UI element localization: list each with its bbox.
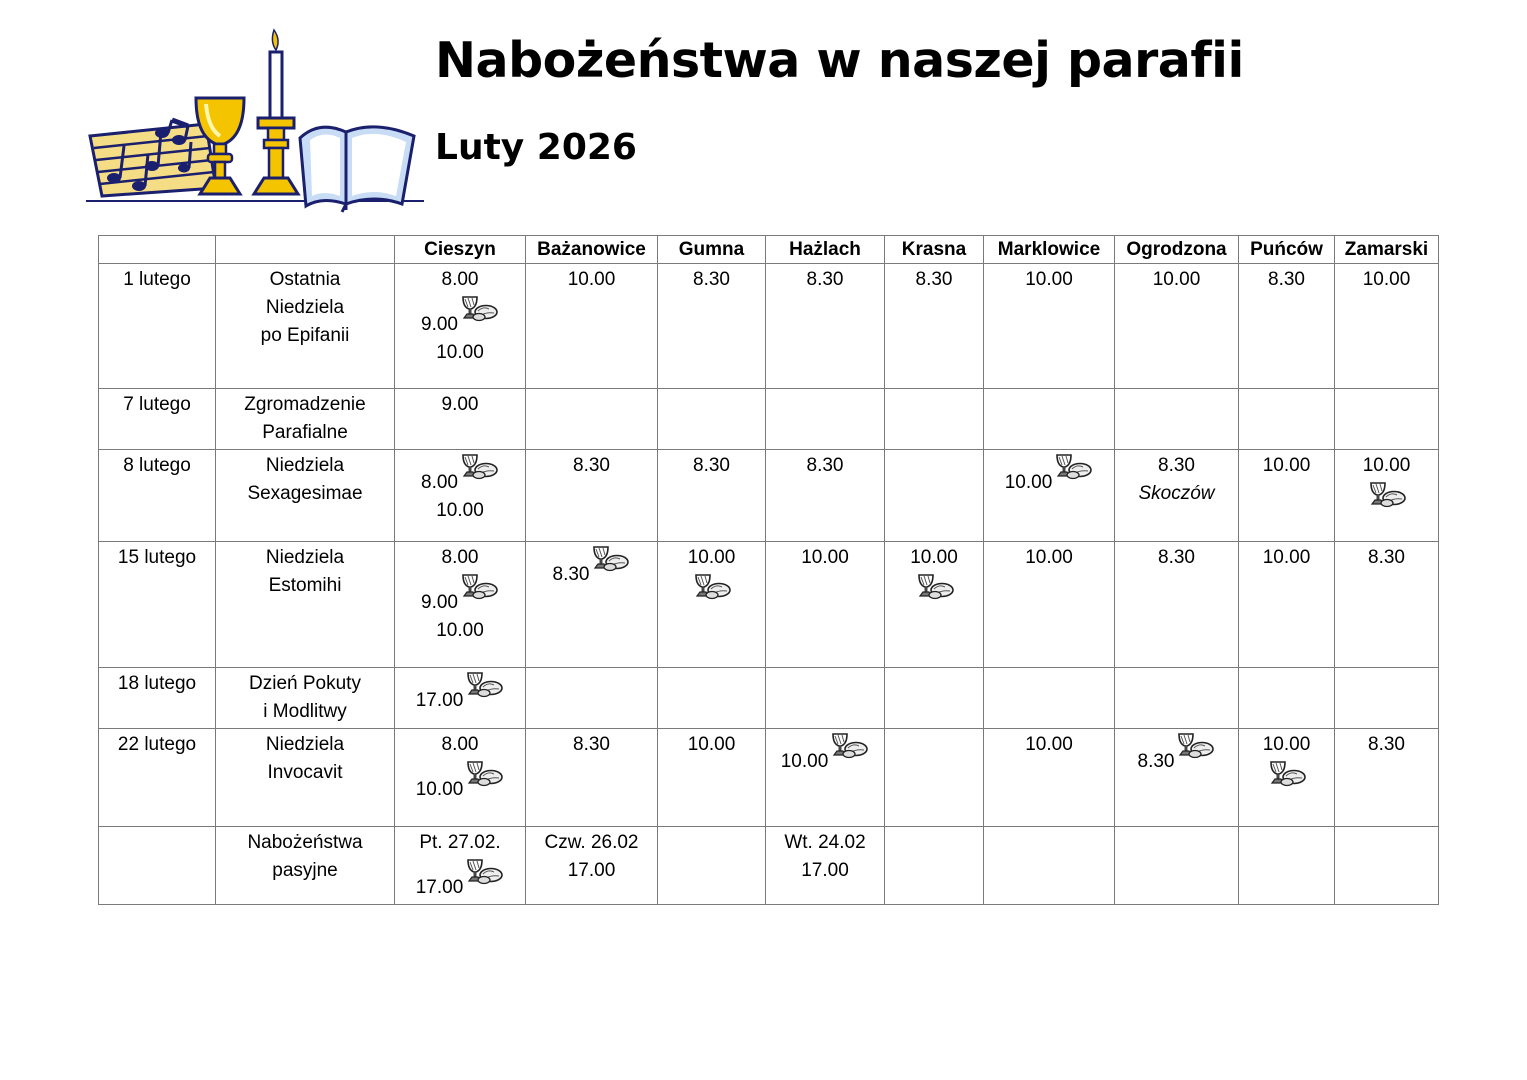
- service-time: [769, 544, 881, 572]
- service-time: [529, 731, 654, 759]
- table-row: [99, 389, 1439, 450]
- communion-icon: [829, 731, 869, 759]
- time-cell: [395, 668, 526, 729]
- time-cell: [395, 729, 526, 827]
- time-cell: [658, 542, 766, 668]
- time-text: 17.00: [415, 877, 464, 898]
- service-name-cell: [216, 668, 395, 729]
- time-cell: [1115, 450, 1239, 542]
- service-name-line: Parafialne: [262, 422, 348, 443]
- date-cell: 1 lutego: [99, 264, 216, 389]
- time-text: 8.00: [441, 734, 479, 755]
- time-cell: [1335, 729, 1439, 827]
- time-text: 10.00: [1262, 547, 1311, 568]
- service-time: [1338, 452, 1435, 480]
- service-name-line: Dzień Pokuty: [249, 673, 361, 694]
- time-text: 8.30: [1368, 734, 1405, 755]
- communion-icon: [1053, 452, 1093, 480]
- time-cell: [1335, 264, 1439, 389]
- column-header: Hażlach: [766, 236, 885, 264]
- column-header: Cieszyn: [395, 236, 526, 264]
- service-name-cell: [216, 542, 395, 668]
- page-title: Nabożeństwa w naszej parafii: [435, 32, 1244, 89]
- service-name-line: i Modlitwy: [263, 701, 347, 722]
- communion-icon: [464, 857, 504, 885]
- time-text: 8.00: [441, 547, 479, 568]
- time-cell: [885, 264, 984, 389]
- time-cell: [885, 450, 984, 542]
- time-cell: [1335, 450, 1439, 542]
- communion-icon: [464, 759, 504, 787]
- time-text: 10.00: [687, 547, 736, 568]
- service-time: [769, 452, 881, 480]
- time-cell: [984, 729, 1115, 827]
- service-name-line: Niedziela: [265, 297, 345, 318]
- time-cell: [885, 729, 984, 827]
- time-text: 8.30: [693, 269, 730, 290]
- time-cell: [984, 668, 1115, 729]
- time-cell: [1239, 264, 1335, 389]
- service-time: [1242, 759, 1331, 804]
- service-time: [398, 266, 522, 294]
- service-time: [1338, 480, 1435, 525]
- date-cell: 7 lutego: [99, 389, 216, 450]
- service-name-cell: [216, 264, 395, 389]
- service-time: [398, 572, 522, 617]
- service-time: [888, 544, 980, 572]
- column-header: Bażanowice: [526, 236, 658, 264]
- communion-icon: [459, 294, 499, 322]
- service-time: [1338, 266, 1435, 294]
- table-row: [99, 450, 1439, 542]
- column-header: Gumna: [658, 236, 766, 264]
- time-text: 10.00: [687, 734, 736, 755]
- time-text: 8.00: [421, 472, 458, 493]
- time-cell: [1115, 389, 1239, 450]
- time-text: 10.00: [780, 751, 829, 772]
- column-header: Marklowice: [984, 236, 1115, 264]
- table-row: [99, 264, 1439, 389]
- service-time: [529, 544, 654, 589]
- time-cell: [395, 450, 526, 542]
- time-text: 8.30: [693, 455, 730, 476]
- service-time: [1118, 731, 1235, 776]
- time-cell: [766, 729, 885, 827]
- time-cell: [766, 389, 885, 450]
- time-cell: [984, 450, 1115, 542]
- time-text: 8.30: [573, 734, 610, 755]
- time-cell: [885, 668, 984, 729]
- time-text: 10.00: [801, 547, 849, 568]
- service-name-line: pasyjne: [272, 860, 338, 881]
- date-cell: [99, 827, 216, 905]
- service-name-line: Estomihi: [268, 575, 342, 596]
- service-name-line: Niedziela: [265, 734, 345, 755]
- time-text: 8.30: [806, 455, 844, 476]
- column-header: Puńców: [1239, 236, 1335, 264]
- service-time: [1338, 731, 1435, 759]
- communion-icon: [1175, 731, 1215, 759]
- time-cell: [1115, 542, 1239, 668]
- time-cell: [885, 389, 984, 450]
- time-text: 8.30: [1137, 751, 1175, 772]
- service-time: [987, 266, 1111, 294]
- time-cell: [658, 389, 766, 450]
- time-text: 10.00: [567, 269, 616, 290]
- time-cell: [984, 827, 1115, 905]
- service-time: [398, 857, 522, 902]
- time-text: 9.00: [421, 314, 458, 335]
- time-cell: [1115, 729, 1239, 827]
- column-header: [99, 236, 216, 264]
- service-time: [1118, 452, 1235, 480]
- table-row: [99, 729, 1439, 827]
- service-name-line: Nabożeństwa: [247, 832, 363, 853]
- time-text: 8.30: [1368, 547, 1405, 568]
- time-text: 10.00: [1362, 269, 1411, 290]
- communion-icon: [915, 572, 955, 600]
- time-cell: [766, 827, 885, 905]
- time-cell: [658, 450, 766, 542]
- service-time: [769, 829, 881, 857]
- music-sheet-icon: [90, 120, 216, 196]
- time-text: 10.00: [415, 779, 464, 800]
- time-cell: [526, 264, 658, 389]
- service-name-line: Niedziela: [265, 455, 345, 476]
- column-header: Zamarski: [1335, 236, 1439, 264]
- column-header: [216, 236, 395, 264]
- service-time: [398, 731, 522, 759]
- time-cell: [1239, 542, 1335, 668]
- service-time: [1242, 452, 1331, 480]
- table-row: [99, 668, 1439, 729]
- parish-logo-icon: [84, 28, 429, 213]
- time-cell: [1239, 729, 1335, 827]
- time-cell: [658, 264, 766, 389]
- time-text: 10.00: [1262, 734, 1311, 755]
- time-cell: [1239, 827, 1335, 905]
- time-cell: [984, 542, 1115, 668]
- table-row: [99, 827, 1439, 905]
- service-time: [888, 266, 980, 294]
- time-cell: [1335, 542, 1439, 668]
- column-header: Ogrodzona: [1115, 236, 1239, 264]
- time-cell: [766, 542, 885, 668]
- service-time: [661, 452, 762, 480]
- time-text: 8.30: [1268, 269, 1305, 290]
- time-cell: [1239, 389, 1335, 450]
- time-cell: [1115, 827, 1239, 905]
- service-time: [398, 544, 522, 572]
- time-text: 8.30: [1158, 547, 1195, 568]
- time-text: 10.00: [1025, 734, 1073, 755]
- services-table: [98, 235, 1439, 905]
- time-text: 10.00: [1362, 455, 1411, 476]
- service-time: [769, 857, 881, 885]
- service-time: [398, 294, 522, 339]
- service-time: [398, 670, 522, 715]
- time-text: 10.00: [1025, 269, 1073, 290]
- service-time: [769, 731, 881, 776]
- service-time: [529, 452, 654, 480]
- service-time: [398, 829, 522, 857]
- time-cell: [526, 827, 658, 905]
- time-cell: [526, 450, 658, 542]
- date-cell: 15 lutego: [99, 542, 216, 668]
- time-cell: [658, 668, 766, 729]
- date-cell: 22 lutego: [99, 729, 216, 827]
- time-text: 10.00: [1152, 269, 1201, 290]
- service-time: [661, 266, 762, 294]
- time-cell: [526, 729, 658, 827]
- service-time: [987, 731, 1111, 759]
- time-text: 10.00: [1262, 455, 1311, 476]
- time-cell: [984, 264, 1115, 389]
- time-cell: [395, 264, 526, 389]
- time-cell: [1115, 668, 1239, 729]
- time-text: 10.00: [436, 620, 484, 641]
- service-time: [987, 544, 1111, 572]
- service-time: [398, 339, 522, 367]
- service-time: [398, 617, 522, 645]
- time-cell: [766, 450, 885, 542]
- time-cell: [766, 264, 885, 389]
- service-time: [398, 391, 522, 419]
- service-time: [398, 759, 522, 804]
- service-time: [1118, 480, 1235, 508]
- communion-icon: [464, 670, 504, 698]
- service-time: [661, 731, 762, 759]
- service-name-cell: [216, 827, 395, 905]
- service-name-line: Sexagesimae: [247, 483, 363, 504]
- service-time: [1338, 544, 1435, 572]
- service-name-line: Invocavit: [267, 762, 343, 783]
- service-time: [1242, 266, 1331, 294]
- date-cell: 18 lutego: [99, 668, 216, 729]
- time-cell: [526, 389, 658, 450]
- date-cell: 8 lutego: [99, 450, 216, 542]
- service-name-cell: [216, 729, 395, 827]
- service-name-line: Zgromadzenie: [244, 394, 366, 415]
- time-cell: [885, 827, 984, 905]
- time-cell: [1239, 450, 1335, 542]
- time-cell: [395, 389, 526, 450]
- time-text: 8.00: [441, 269, 479, 290]
- time-cell: [1335, 389, 1439, 450]
- candle-icon: [254, 30, 298, 194]
- service-time: [661, 572, 762, 617]
- service-time: [1242, 544, 1331, 572]
- service-name-cell: [216, 450, 395, 542]
- service-time: [1242, 731, 1331, 759]
- communion-icon: [590, 544, 630, 572]
- time-text: 8.30: [573, 455, 610, 476]
- page-subtitle: Luty 2026: [435, 127, 637, 168]
- table-header-row: [99, 236, 1439, 264]
- time-cell: [658, 729, 766, 827]
- time-cell: [984, 389, 1115, 450]
- communion-icon: [692, 572, 732, 600]
- time-text: 9.00: [441, 394, 479, 415]
- time-text: 10.00: [910, 547, 958, 568]
- time-cell: [658, 827, 766, 905]
- communion-icon: [1367, 480, 1407, 508]
- time-text: 17.00: [415, 690, 464, 711]
- service-time: [529, 857, 654, 885]
- service-time: [769, 266, 881, 294]
- column-header: Krasna: [885, 236, 984, 264]
- time-cell: [885, 542, 984, 668]
- service-time: [1118, 266, 1235, 294]
- service-time: [529, 266, 654, 294]
- service-name-line: Niedziela: [265, 547, 345, 568]
- service-time: [888, 572, 980, 617]
- time-cell: [766, 668, 885, 729]
- time-cell: [1239, 668, 1335, 729]
- time-text: 9.00: [421, 592, 458, 613]
- time-cell: [395, 542, 526, 668]
- time-cell: [526, 668, 658, 729]
- service-name-line: Ostatnia: [269, 269, 341, 290]
- service-time: [987, 452, 1111, 497]
- time-text: 17.00: [801, 860, 849, 881]
- communion-icon: [459, 452, 499, 480]
- time-text: Wt. 24.02: [784, 832, 866, 853]
- time-cell: [1335, 827, 1439, 905]
- time-text: 8.30: [806, 269, 844, 290]
- service-name-cell: [216, 389, 395, 450]
- time-text: Skoczów: [1138, 483, 1215, 504]
- time-text: 10.00: [1025, 547, 1073, 568]
- time-cell: [1335, 668, 1439, 729]
- time-text: 10.00: [436, 500, 484, 521]
- service-time: [529, 829, 654, 857]
- time-text: Czw. 26.02: [544, 832, 639, 853]
- time-text: 8.30: [915, 269, 953, 290]
- time-cell: [526, 542, 658, 668]
- service-time: [398, 497, 522, 525]
- bible-icon: [300, 127, 414, 212]
- service-time: [661, 544, 762, 572]
- time-cell: [1115, 264, 1239, 389]
- time-text: Pt. 27.02.: [419, 832, 501, 853]
- time-cell: [395, 827, 526, 905]
- communion-icon: [1267, 759, 1307, 787]
- service-time: [398, 452, 522, 497]
- table-row: [99, 542, 1439, 668]
- time-text: 10.00: [1004, 472, 1053, 493]
- time-text: 10.00: [436, 342, 484, 363]
- time-text: 8.30: [552, 564, 590, 585]
- service-time: [1118, 544, 1235, 572]
- time-text: 8.30: [1158, 455, 1195, 476]
- service-name-line: po Epifanii: [260, 325, 350, 346]
- time-text: 17.00: [567, 860, 616, 881]
- communion-icon: [459, 572, 499, 600]
